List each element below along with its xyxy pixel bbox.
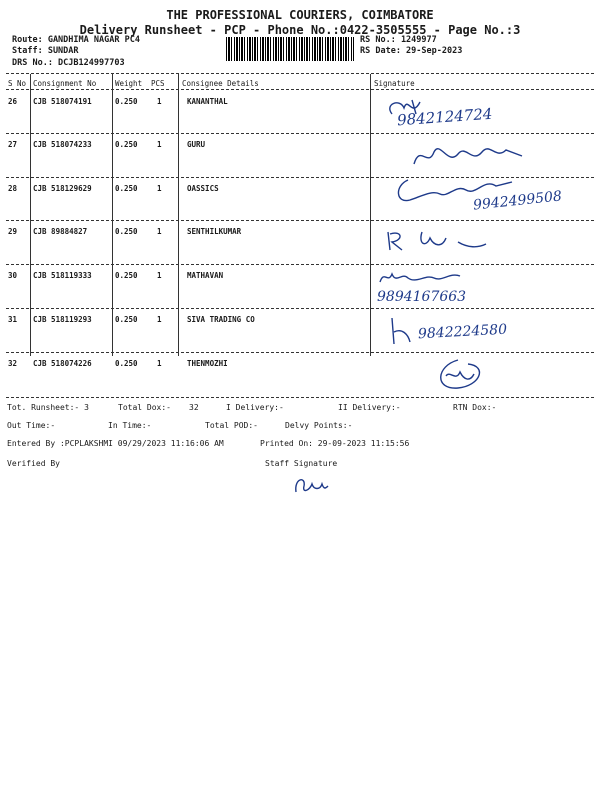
col-consignee: Consignee Details [182,79,259,88]
route-label: Route: GANDHIMA NAGAR PC4 [12,35,140,45]
out-time: Out Time:- [7,421,56,430]
row-consignment: CJB 89884827 [33,227,88,236]
row-weight: 0.250 [115,227,138,236]
staff-label: Staff: SUNDAR [12,46,79,56]
total-runsheet: Tot. Runsheet:- 3 [7,403,89,412]
row-pcs: 1 [157,315,162,324]
row-consignment: CJB 518119293 [33,315,92,324]
row-weight: 0.250 [115,315,138,324]
handwritten-phone: 9942499508 [472,188,563,214]
total-dox-value: 32 [189,403,199,412]
rs-number: RS No.: 1249977 [360,35,437,45]
row-divider [6,352,594,353]
row-sno: 32 [8,359,18,368]
row-consignee: KANANTHAL [187,97,228,106]
row-sno: 28 [8,184,18,193]
row-divider [6,264,594,265]
total-dox-label: Total Dox:- [118,403,171,412]
column-divider [370,74,371,356]
row-pcs: 1 [157,271,162,280]
signature-scribble [376,266,466,286]
runsheet-title: Delivery Runsheet - PCP - Phone No.:0422-3505555 - Page No.:3 [79,23,521,37]
row-sno: 30 [8,271,18,280]
row-weight: 0.250 [115,271,138,280]
col-pcs: PCS [151,79,165,88]
row-pcs: 1 [157,359,162,368]
column-divider [112,74,113,356]
signature-scribble [410,138,530,174]
row-weight: 0.250 [115,140,138,149]
row-consignment: CJB 518074233 [33,140,92,149]
handwritten-phone: 9894167663 [377,289,467,305]
row-consignment: CJB 518074191 [33,97,92,106]
col-consignment: Consignment No [33,79,97,88]
row-consignee: SENTHILKUMAR [187,227,242,236]
row-weight: 0.250 [115,359,138,368]
col-signature: Signature [374,79,415,88]
ii-delivery: II Delivery:- [338,403,401,412]
in-time: In Time:- [108,421,152,430]
row-consignment: CJB 518074226 [33,359,92,368]
row-sno: 27 [8,140,18,149]
row-consignee: GURU [187,140,206,149]
printed-on: Printed On: 29-09-2023 11:15:56 [260,439,410,448]
row-consignee: THENMOZHI [187,359,228,368]
column-divider [178,74,179,356]
signature-scribble [382,226,492,256]
rtn-dox: RTN Dox:- [453,403,497,412]
header-bottom-rule [6,89,594,90]
handwritten-phone: 9842224580 [417,321,508,343]
drs-number: DRS No.: DCJB124997703 [12,58,125,68]
verified-by: Verified By [7,459,60,468]
row-pcs: 1 [157,97,162,106]
col-sno: S No [8,79,27,88]
entered-by: Entered By :PCPLAKSHMI 09/29/2023 11:16:06 AM [7,439,224,448]
row-consignment: CJB 518119333 [33,271,92,280]
row-weight: 0.250 [115,97,138,106]
staff-signature-label: Staff Signature [265,459,338,468]
row-consignment: CJB 518129629 [33,184,92,193]
row-consignee: OASSICS [187,184,219,193]
total-pod: Total POD:- [205,421,258,430]
company-name: THE PROFESSIONAL COURIERS, COIMBATORE [166,8,434,22]
row-pcs: 1 [157,184,162,193]
signature-scribble [386,314,416,348]
row-sno: 26 [8,97,18,106]
barcode [226,37,354,61]
table-bottom-rule [6,397,594,398]
staff-signature-scribble [290,472,330,498]
rs-date: RS Date: 29-Sep-2023 [360,46,463,56]
row-consignee: MATHAVAN [187,271,224,280]
delvy-points: Delvy Points:- [285,421,353,430]
row-pcs: 1 [157,140,162,149]
row-sno: 31 [8,315,18,324]
signature-scribble [428,356,498,394]
row-pcs: 1 [157,227,162,236]
column-divider [30,74,31,356]
col-weight: Weight [115,79,143,88]
row-weight: 0.250 [115,184,138,193]
row-divider [6,308,594,309]
i-delivery: I Delivery:- [226,403,284,412]
row-sno: 29 [8,227,18,236]
table-top-rule [6,73,594,74]
handwritten-phone: 9842124724 [396,104,493,130]
row-consignee: SIVA TRADING CO [187,315,255,324]
row-divider [6,220,594,221]
